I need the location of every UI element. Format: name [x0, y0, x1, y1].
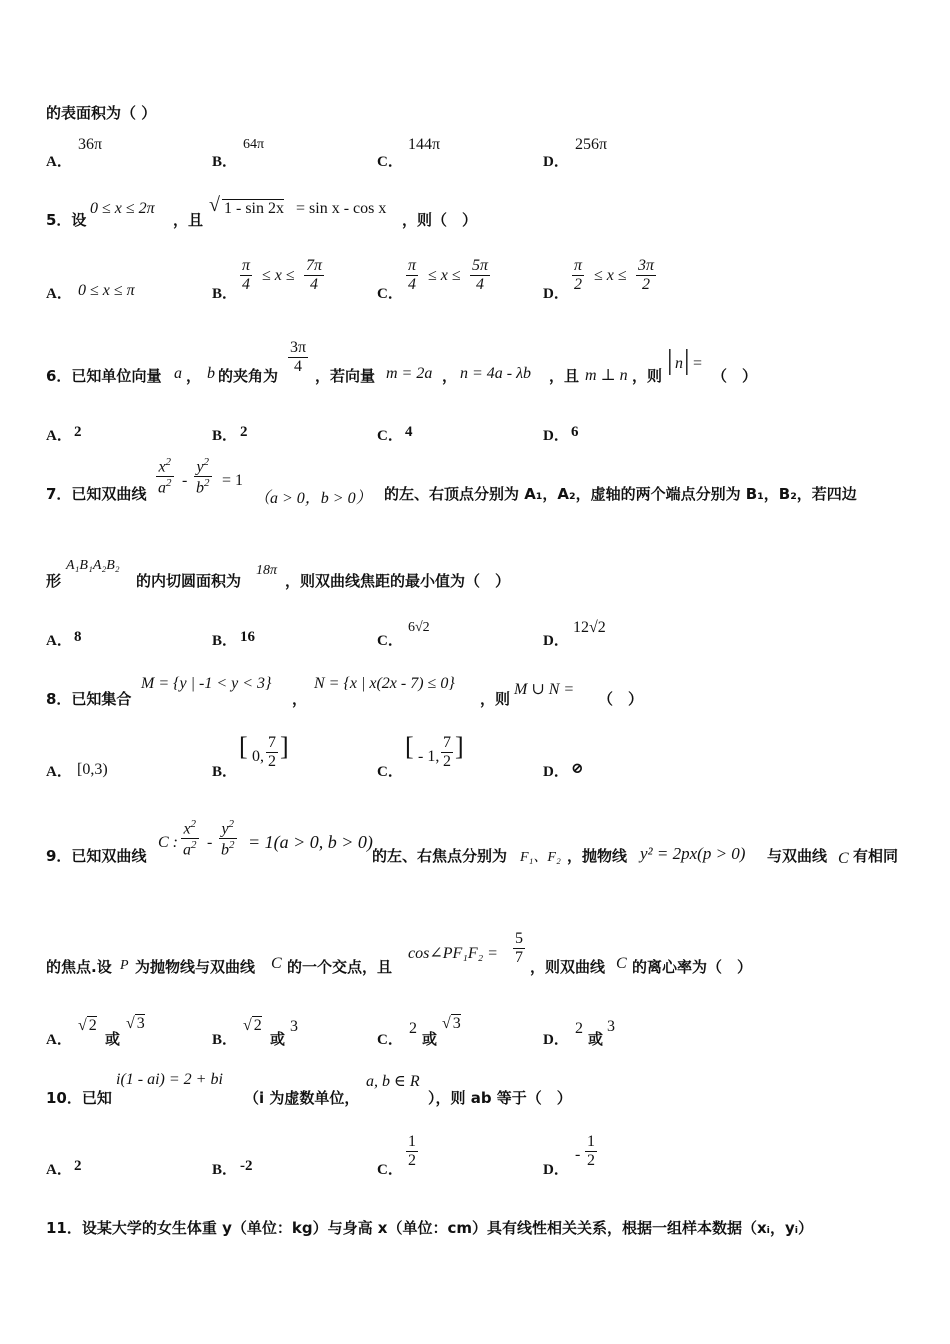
- q9-option-a-label: A．: [46, 1032, 72, 1048]
- q9-C: C: [838, 850, 849, 867]
- q9-option-c-2: √ 3: [442, 1015, 461, 1032]
- q8-mid: ，: [292, 690, 308, 708]
- q9-option-d-2: 3: [607, 1018, 615, 1035]
- q6-m-eq: m = 2a: [386, 365, 433, 382]
- q5-b-ineq: ≤ x ≤: [262, 267, 295, 284]
- q9-parabola: y² = 2px(p > 0): [640, 844, 746, 863]
- q8-b-frac: $\frac{7}{2}$: [268, 734, 276, 770]
- q9-condition: = 1(a > 0, b > 0): [248, 832, 373, 852]
- q9-line1-tail-c: 与双曲线: [767, 847, 828, 865]
- q10-number: 10．已知: [46, 1089, 112, 1107]
- q9-frac-y: $\frac{y^2}{b^2}$: [221, 818, 235, 859]
- q5-mid: ，且: [173, 211, 204, 229]
- q5-c-ineq: ≤ x ≤: [428, 267, 461, 284]
- q6-number: 6．已知单位向量: [46, 367, 162, 385]
- q7-option-d-label: D．: [543, 633, 569, 649]
- q9-option-c-1: 2: [409, 1020, 417, 1037]
- q10-option-b: -2: [240, 1158, 253, 1174]
- q5-d-ineq: ≤ x ≤: [594, 267, 627, 284]
- q8-option-a: [0,3): [77, 761, 108, 778]
- bracket-left: [: [239, 732, 248, 761]
- bracket-right: ]: [455, 732, 464, 761]
- q5-option-a-label: A．: [46, 286, 72, 302]
- q6-n-eq: n = 4a - λb: [460, 365, 532, 382]
- q9-cos-frac: $\frac{5}{7}$: [515, 930, 523, 966]
- q9-cos: cos∠PF₁F₂ =: [408, 945, 498, 962]
- abs-bar-left: |: [667, 345, 673, 376]
- q7-option-c-label: C．: [377, 633, 403, 649]
- q6-eq: =: [693, 355, 703, 372]
- q10-equation: i(1 - ai) = 2 + bi: [116, 1071, 223, 1088]
- q9-line1-end: 有相同: [853, 847, 899, 865]
- q9-line2-b: 为抛物线与双曲线: [135, 958, 256, 976]
- q5-c-frac-low: $\frac{\pi}{4}$: [408, 257, 417, 293]
- q7-option-a-label: A．: [46, 633, 72, 649]
- q4-option-a: 36π: [78, 136, 103, 153]
- q10-option-c: $\frac{1}{2}$: [408, 1133, 416, 1169]
- q10-paren: （i 为虚数单位，: [244, 1089, 360, 1107]
- q9-option-b-2: 3: [290, 1018, 298, 1035]
- q10-option-c-label: C．: [377, 1162, 403, 1178]
- q9-line2-d: ，则双曲线: [530, 958, 606, 976]
- q9-option-a-1: √ 2: [78, 1017, 97, 1034]
- q8-option-b-label: B．: [212, 764, 238, 780]
- q9-or: 或: [422, 1030, 438, 1048]
- q10-option-d-label: D．: [543, 1162, 569, 1178]
- q9-option-b-1: √ 2: [243, 1017, 262, 1034]
- sqrt-symbol: √: [209, 194, 220, 216]
- q6-a: a: [174, 365, 182, 382]
- q5-option-b-label: B．: [212, 286, 238, 302]
- q9-line1-tail-b: ，抛物线: [567, 847, 628, 865]
- q5-option-a: 0 ≤ x ≤ π: [78, 282, 135, 299]
- q7-eq-one: = 1: [222, 472, 244, 489]
- q9-line2-e: 的离心率为（ ）: [632, 958, 753, 976]
- q8-number: 8．已知集合: [46, 690, 132, 708]
- q9-or: 或: [588, 1030, 604, 1048]
- q7-frac-x: $\frac{x^2}{a^2}$: [158, 456, 172, 497]
- q5-option-c-label: C．: [377, 286, 403, 302]
- q9-C-colon: C :: [158, 834, 178, 851]
- q5-c-frac-high: $\frac{5\pi}{4}$: [472, 257, 489, 293]
- bracket-left: [: [405, 732, 414, 761]
- q9-option-b-label: B．: [212, 1032, 238, 1048]
- q10-tail: ），则 ab 等于（ ）: [428, 1089, 572, 1107]
- q5-rhs: = sin x - cos x: [296, 200, 387, 217]
- q9-or: 或: [105, 1030, 121, 1048]
- q7-line2-head: 形: [46, 572, 62, 590]
- q7-option-c: 6√2: [408, 620, 430, 635]
- q8-union: M ∪ N =: [514, 681, 575, 698]
- q9-foci: F₁、F₂: [520, 850, 561, 865]
- q4-option-b: 64π: [243, 137, 265, 152]
- q7-area: 18π: [256, 563, 278, 578]
- q9-C2: C: [271, 955, 282, 972]
- q6-option-a-label: A．: [46, 428, 72, 444]
- q5-d-frac-low: $\frac{\pi}{2}$: [574, 257, 583, 293]
- q8-option-c-label: C．: [377, 764, 403, 780]
- q9-option-a-2: √ 3: [126, 1015, 145, 1032]
- q9-or: 或: [270, 1030, 286, 1048]
- abs-bar-right: |: [684, 345, 690, 376]
- q9-line2-a: 的焦点.设: [46, 958, 112, 976]
- q10-option-d: $\frac{1}{2}$: [587, 1133, 595, 1169]
- q11-text: 11．设某大学的女生体重 y（单位：kg）与身高 x（单位：cm）具有线性相关关系，根据一组样本数据（xᵢ，yᵢ）: [46, 1219, 814, 1237]
- q7-condition: （a > 0，b > 0）: [254, 490, 372, 507]
- q8-set-m: M = {y | -1 < y < 3}: [141, 675, 272, 692]
- q6-cond-text: ，且: [549, 367, 580, 385]
- q7-option-a: 8: [74, 629, 82, 645]
- q4-option-d: 256π: [575, 136, 608, 153]
- q6-option-b: 2: [240, 424, 248, 440]
- q8-b-zero: 0,: [252, 748, 264, 765]
- q5-option-d-label: D．: [543, 286, 569, 302]
- q6-tail: （ ）: [712, 367, 758, 385]
- q9-C3: C: [616, 955, 627, 972]
- q6-angle: $\frac{3\pi}{4}$: [290, 339, 307, 375]
- q7-number: 7．已知双曲线: [46, 485, 147, 503]
- q6-perp: m ⊥ n: [585, 367, 628, 384]
- q6-angle-text: 的夹角为: [218, 367, 279, 385]
- q7-frac-y: $\frac{y^2}{b^2}$: [196, 456, 210, 497]
- q9-option-d-1: 2: [575, 1020, 583, 1037]
- q6-m-text: ，若向量: [315, 367, 376, 385]
- q8-tail: （ ）: [598, 690, 644, 708]
- q5-radicand: 1 - sin 2x: [224, 200, 284, 217]
- q6-comma: ，: [442, 367, 458, 385]
- q7-line2-tail: ，则双曲线焦距的最小值为（ ）: [285, 572, 511, 590]
- q6-then: ，则: [632, 367, 663, 385]
- q4-option-c-label: C．: [377, 154, 403, 170]
- q5-d-frac-high: $\frac{3\pi}{2}$: [638, 257, 655, 293]
- q4-tail: 的表面积为（ ）: [46, 104, 157, 122]
- q4-option-a-label: A．: [46, 154, 72, 170]
- q7-line2-mid: 的内切圆面积为: [136, 572, 242, 590]
- q6-abs-n: n: [675, 355, 683, 372]
- q8-option-d-label: D．: [543, 764, 569, 780]
- q5-b-frac-low: $\frac{\pi}{4}$: [242, 257, 251, 293]
- q6-b: b: [207, 365, 215, 382]
- q9-option-c-label: C．: [377, 1032, 403, 1048]
- q9-frac-x: $\frac{x^2}{a^2}$: [183, 818, 197, 859]
- q5-number: 5．设: [46, 211, 87, 229]
- q5-tail: ，则（ ）: [402, 211, 478, 229]
- q9-P: P: [120, 958, 129, 973]
- q10-option-b-label: B．: [212, 1162, 238, 1178]
- q6-option-b-label: B．: [212, 428, 238, 444]
- q5-b-frac-high: $\frac{7\pi}{4}$: [306, 257, 323, 293]
- q7-option-b-label: B．: [212, 633, 238, 649]
- q6-option-a: 2: [74, 424, 82, 440]
- q8-c-neg: - 1,: [418, 748, 440, 765]
- q8-option-a-label: A．: [46, 764, 72, 780]
- q7-line1-tail: 的左、右顶点分别为 A₁，A₂，虚轴的两个端点分别为 B₁，B₂，若四边: [384, 485, 857, 503]
- q7-minus: -: [182, 472, 188, 489]
- q4-option-b-label: B．: [212, 154, 238, 170]
- q9-minus: -: [207, 834, 213, 851]
- q10-option-d-minus: -: [575, 1146, 581, 1163]
- q4-option-d-label: D．: [543, 154, 569, 170]
- bracket-right: ]: [280, 732, 289, 761]
- q6-option-d: 6: [571, 424, 579, 440]
- q4-option-c: 144π: [408, 136, 441, 153]
- q8-set-n: N = {x | x(2x - 7) ≤ 0}: [314, 675, 455, 692]
- q7-option-d: 12√2: [573, 619, 606, 636]
- q5-condition: 0 ≤ x ≤ 2π: [90, 200, 155, 217]
- q10-option-a-label: A．: [46, 1162, 72, 1178]
- q10-ab: a, b ∈ R: [366, 1073, 420, 1090]
- q7-quad: A₁B₁A₂B₂: [66, 558, 120, 573]
- q9-number: 9．已知双曲线: [46, 847, 147, 865]
- q6-sep: ，: [186, 367, 202, 385]
- q7-option-b: 16: [240, 629, 255, 645]
- q9-line2-c: 的一个交点，且: [287, 958, 393, 976]
- q9-line1-tail-a: 的左、右焦点分别为: [372, 847, 508, 865]
- q6-option-c: 4: [405, 424, 413, 440]
- q6-option-c-label: C．: [377, 428, 403, 444]
- q8-then: ，则: [480, 690, 511, 708]
- q9-option-d-label: D．: [543, 1032, 569, 1048]
- q6-option-d-label: D．: [543, 428, 569, 444]
- q8-c-frac: $\frac{7}{2}$: [443, 734, 451, 770]
- q10-option-a: 2: [74, 1158, 82, 1174]
- q8-option-d: ⊘: [571, 761, 584, 777]
